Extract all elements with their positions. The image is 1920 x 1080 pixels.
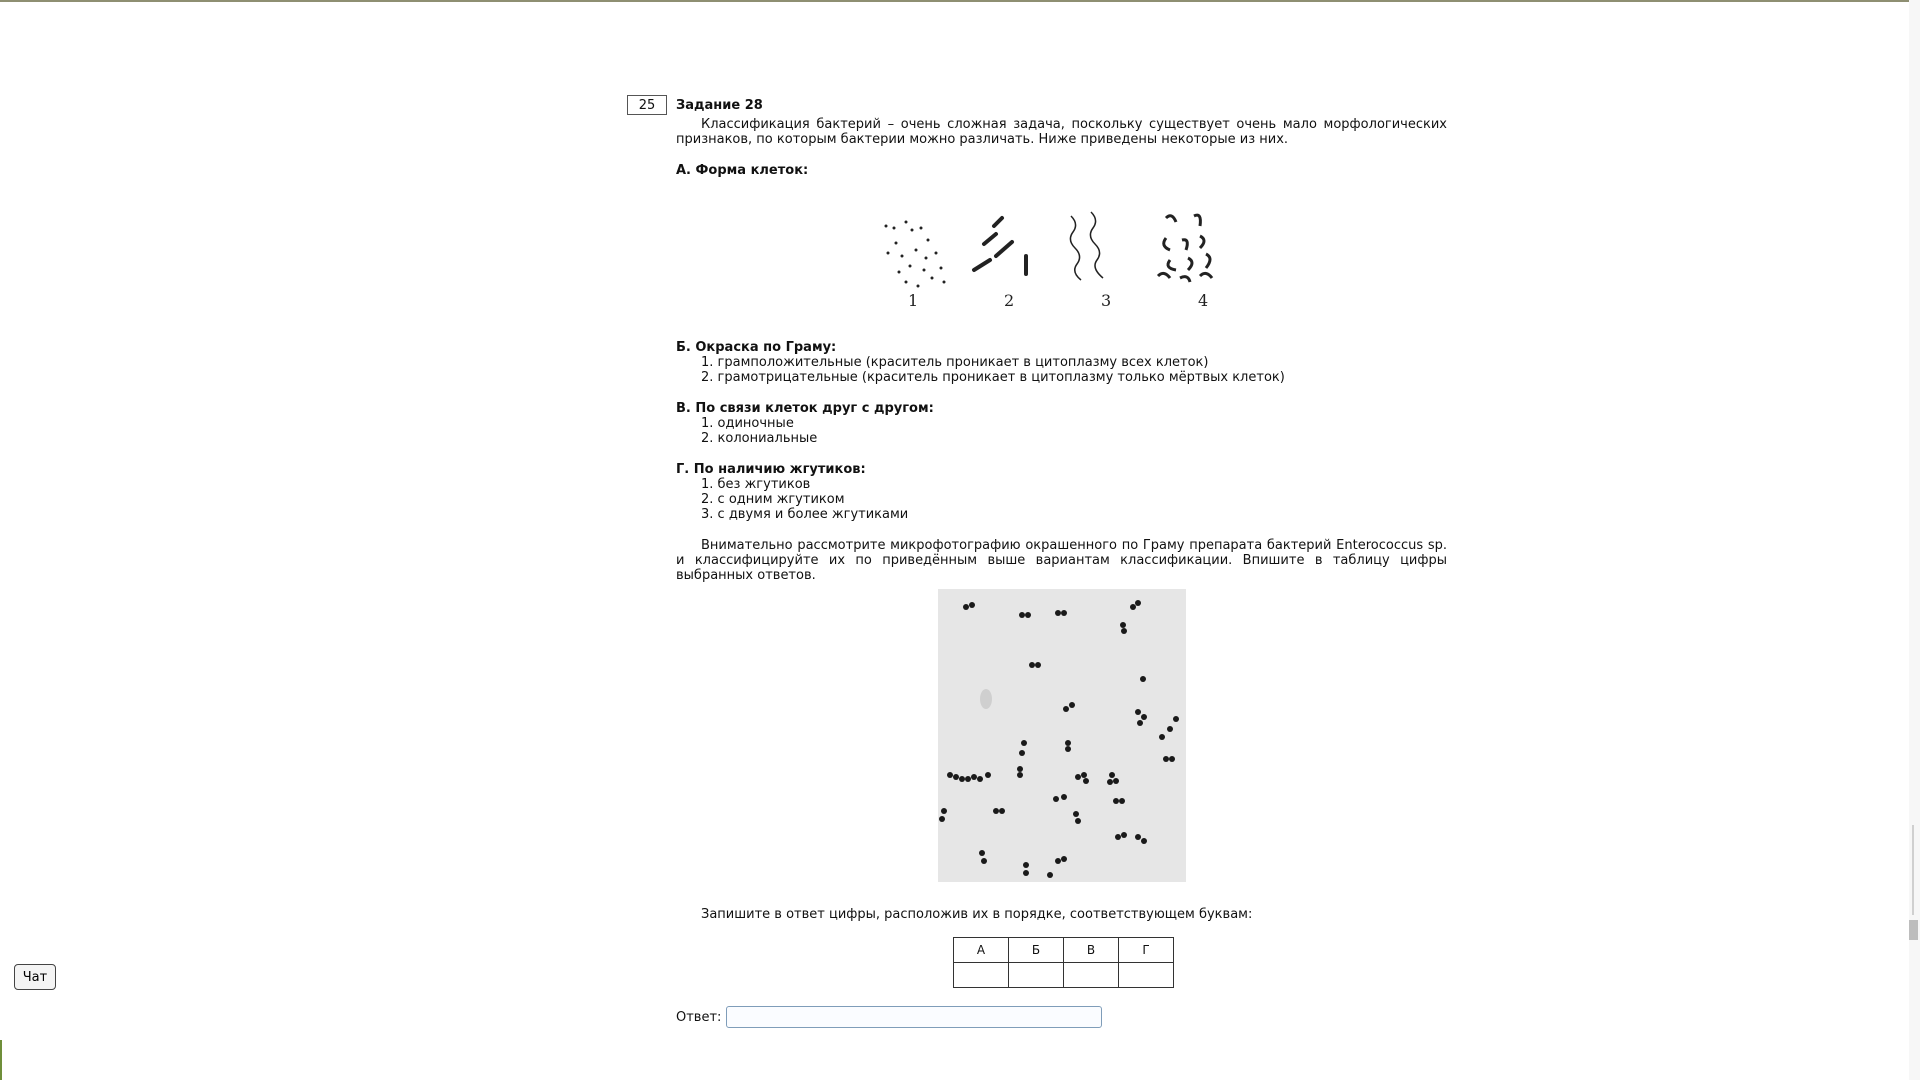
fig-label-2: 2 — [1004, 291, 1015, 310]
task-content — [676, 98, 1447, 583]
table-header-b: Б — [1009, 938, 1064, 963]
list-item: 2. грамотрицательные (краситель проникает в цитоплазму только мёртвых клеток) — [701, 370, 1285, 385]
page-scrollbar[interactable] — [1909, 0, 1920, 1080]
chat-button[interactable]: Чат — [14, 964, 56, 990]
section-v-title: В. По связи клеток друг с другом: — [676, 401, 934, 416]
list-item: 1. грамположительные (краситель проникает в цитоплазму всех клеток) — [701, 355, 1209, 370]
shape-cocci — [885, 221, 946, 288]
task-text: Внимательно рассмотрите микрофотографию окрашенного по Граму препарата бактерий Enterococcus sp. и классифицируйте их по приведённым выше вариантам классификации. Впишите в таблицу цифры выбранных ответов. — [676, 538, 1447, 583]
task-number: 25 — [627, 95, 667, 115]
table-cell-v — [1064, 963, 1119, 988]
section-g-list — [676, 477, 1447, 522]
answer-label: Ответ: — [676, 1009, 722, 1025]
fig-label-4: 4 — [1198, 291, 1209, 310]
table-cell-g — [1119, 963, 1174, 988]
table-header-v: В — [1064, 938, 1119, 963]
list-item: 2. колониальные — [701, 431, 818, 446]
instruction-text: Запишите в ответ цифры, расположив их в порядке, соответствующем буквам: — [701, 907, 1253, 922]
table-header-g: Г — [1119, 938, 1174, 963]
micrograph-image — [938, 589, 1186, 882]
scrollbar-thumb[interactable] — [1909, 920, 1918, 940]
task-title: Задание 28 — [676, 98, 763, 113]
section-a-title: А. Форма клеток: — [676, 163, 809, 178]
answer-input[interactable] — [726, 1006, 1102, 1028]
shape-spirals — [1070, 212, 1103, 280]
section-b-list — [676, 355, 1447, 385]
section-v-list — [676, 416, 1447, 446]
shape-curved-clusters — [1158, 215, 1212, 282]
list-item: 2. с одним жгутиком — [701, 492, 845, 507]
list-item: 1. без жгутиков — [701, 477, 811, 492]
list-item: 3. с двумя и более жгутиками — [701, 507, 909, 522]
section-g-title: Г. По наличию жгутиков: — [676, 462, 866, 477]
scrollbar-track-marker — [1912, 825, 1914, 915]
fig-label-1: 1 — [908, 291, 919, 310]
table-header-a: А — [954, 938, 1009, 963]
section-b-title: Б. Окраска по Граму: — [676, 340, 837, 355]
table-cell-b — [1009, 963, 1064, 988]
answer-table — [953, 937, 1174, 988]
table-cell-a — [954, 963, 1009, 988]
cell-shapes-figure — [866, 198, 1266, 313]
shape-rods — [974, 218, 1026, 274]
answer-row — [676, 1006, 1102, 1028]
fig-label-3: 3 — [1101, 291, 1112, 310]
list-item: 1. одиночные — [701, 416, 794, 431]
window-left-edge — [0, 1040, 2, 1080]
window-top-border — [0, 0, 1920, 2]
intro-text: Классификация бактерий – очень сложная задача, поскольку существует очень мало морфологических признаков, по которым бактерии можно различать. Ниже приведены некоторые из них. — [676, 117, 1447, 147]
